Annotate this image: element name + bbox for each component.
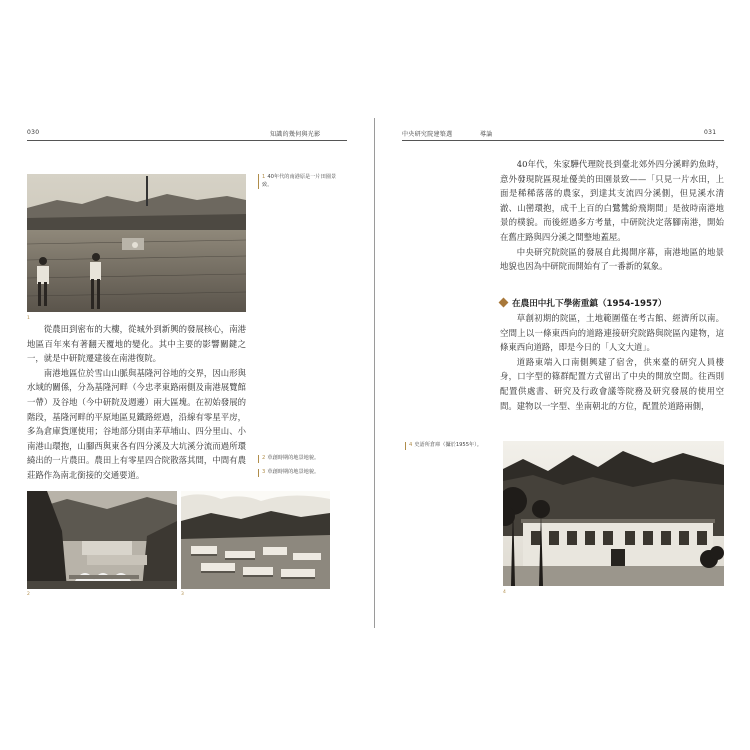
photo-rice-fields bbox=[27, 174, 246, 312]
fig-label-2: 2 bbox=[27, 592, 30, 597]
left-paragraph-2: 南港地區位於雪山山脈與基隆河谷地的交界，因山形與水域的關係，分為基隆河畔（今忠孝東路兩側及南港展覽館一帶）及谷地（今中研院及週邊）兩大區塊。在初始發展的階段，基隆河畔的平原地區見鐵路經過，沿線有零星平房，多為倉庫貨運使用；谷地部分則由茅草埔山、四分里山、小南港山環抱，山腳西與東各有四分溪及大坑溪分流而過所環繞出的一片農田。農田上有零星四合院散落其間，中間有農莊路作為南北銜接的交通要道。 bbox=[27, 367, 246, 480]
caption-4-number: 4 bbox=[409, 442, 413, 448]
caption-1-number: 1 bbox=[262, 174, 266, 180]
caption-1-text: 40年代的南港原是一片田園景致。 bbox=[262, 174, 337, 188]
left-paragraph-1: 從農田到密布的大樓，從城外到新興的發展核心，南港地區百年來有著翻天覆地的變化。其中主要的影響關鍵之一，就是中研院遷建後在南港復院。 bbox=[27, 324, 246, 364]
right-paragraph-3: 草創初期的院區，土地範圍僅在考古館、經濟所以南。空間上以一條東西向的道路連接研究院路與院區內建物，這條東西向道路，即是今日的「人文大道」。 bbox=[500, 313, 724, 353]
header-rule-right bbox=[402, 140, 724, 141]
left-body-text bbox=[27, 322, 246, 483]
page-number-left: 030 bbox=[27, 129, 40, 136]
caption-1 bbox=[258, 174, 342, 189]
caption-2-text: 草創時期的地景地貌。 bbox=[267, 455, 320, 461]
fig-label-1: 1 bbox=[27, 316, 30, 321]
running-title-left: 知識的幾何與光影 bbox=[270, 131, 321, 138]
diamond-marker-icon bbox=[499, 298, 509, 308]
fig-label-3: 3 bbox=[181, 592, 184, 597]
running-title-right: 中央研究院建築選 bbox=[402, 131, 453, 138]
caption-4-text: 史語所倉庫（攝於1955年）。 bbox=[414, 442, 482, 448]
gutter-line bbox=[374, 118, 375, 628]
right-paragraph-2: 中央研究院院區的發展自此揭開序幕，南港地區的地景地貌也因為中研院而開始有了一番新的氣象。 bbox=[500, 246, 724, 272]
caption-2 bbox=[258, 455, 342, 463]
page-number-right: 031 bbox=[704, 129, 717, 136]
section-label-right: 導論 bbox=[480, 131, 493, 138]
section-title bbox=[500, 297, 667, 309]
right-body-text-top bbox=[500, 157, 724, 274]
caption-3 bbox=[258, 469, 342, 477]
caption-3-text: 草創時期的地景地貌。 bbox=[267, 469, 320, 475]
right-paragraph-1: 40年代，朱家驊代理院長到臺北郊外四分溪畔釣魚時，意外發現院區現址優美的田園景致——「只見一片水田，上面是稀稀落落的農家，到達其支流四分溪側，但見溪水清澈、山巒環抱，成千上百的白鷺鷥紛飛期間」是彼時南港地景的樸貌。而後經過多方考量，中研院決定落腳南港，開始在舊庄路與四分溪之間整地蓋屋。 bbox=[500, 159, 724, 242]
header-rule-left bbox=[27, 140, 347, 141]
caption-3-number: 3 bbox=[262, 469, 266, 475]
right-body-text-bottom bbox=[500, 311, 724, 413]
right-page bbox=[376, 0, 750, 750]
photo-campus-aerial bbox=[181, 491, 330, 589]
section-title-text: 在農田中扎下學術重鎮（1954-1957） bbox=[512, 299, 667, 309]
photo-valley-buildings bbox=[27, 491, 177, 589]
right-paragraph-4: 道路東端入口南側興建了宿舍，供來臺的研究人員棲身，口字型的篠群配置方式留出了中央的開放空間。往西則配置供處書、研究及行政會議等院務及研究發展的使用空間。建物以一字型、坐南朝北的方位，配置於道路兩側， bbox=[500, 356, 724, 411]
caption-2-number: 2 bbox=[262, 455, 266, 461]
caption-4 bbox=[405, 442, 489, 450]
photo-archive-building bbox=[503, 441, 724, 586]
fig-label-4: 4 bbox=[503, 590, 506, 595]
